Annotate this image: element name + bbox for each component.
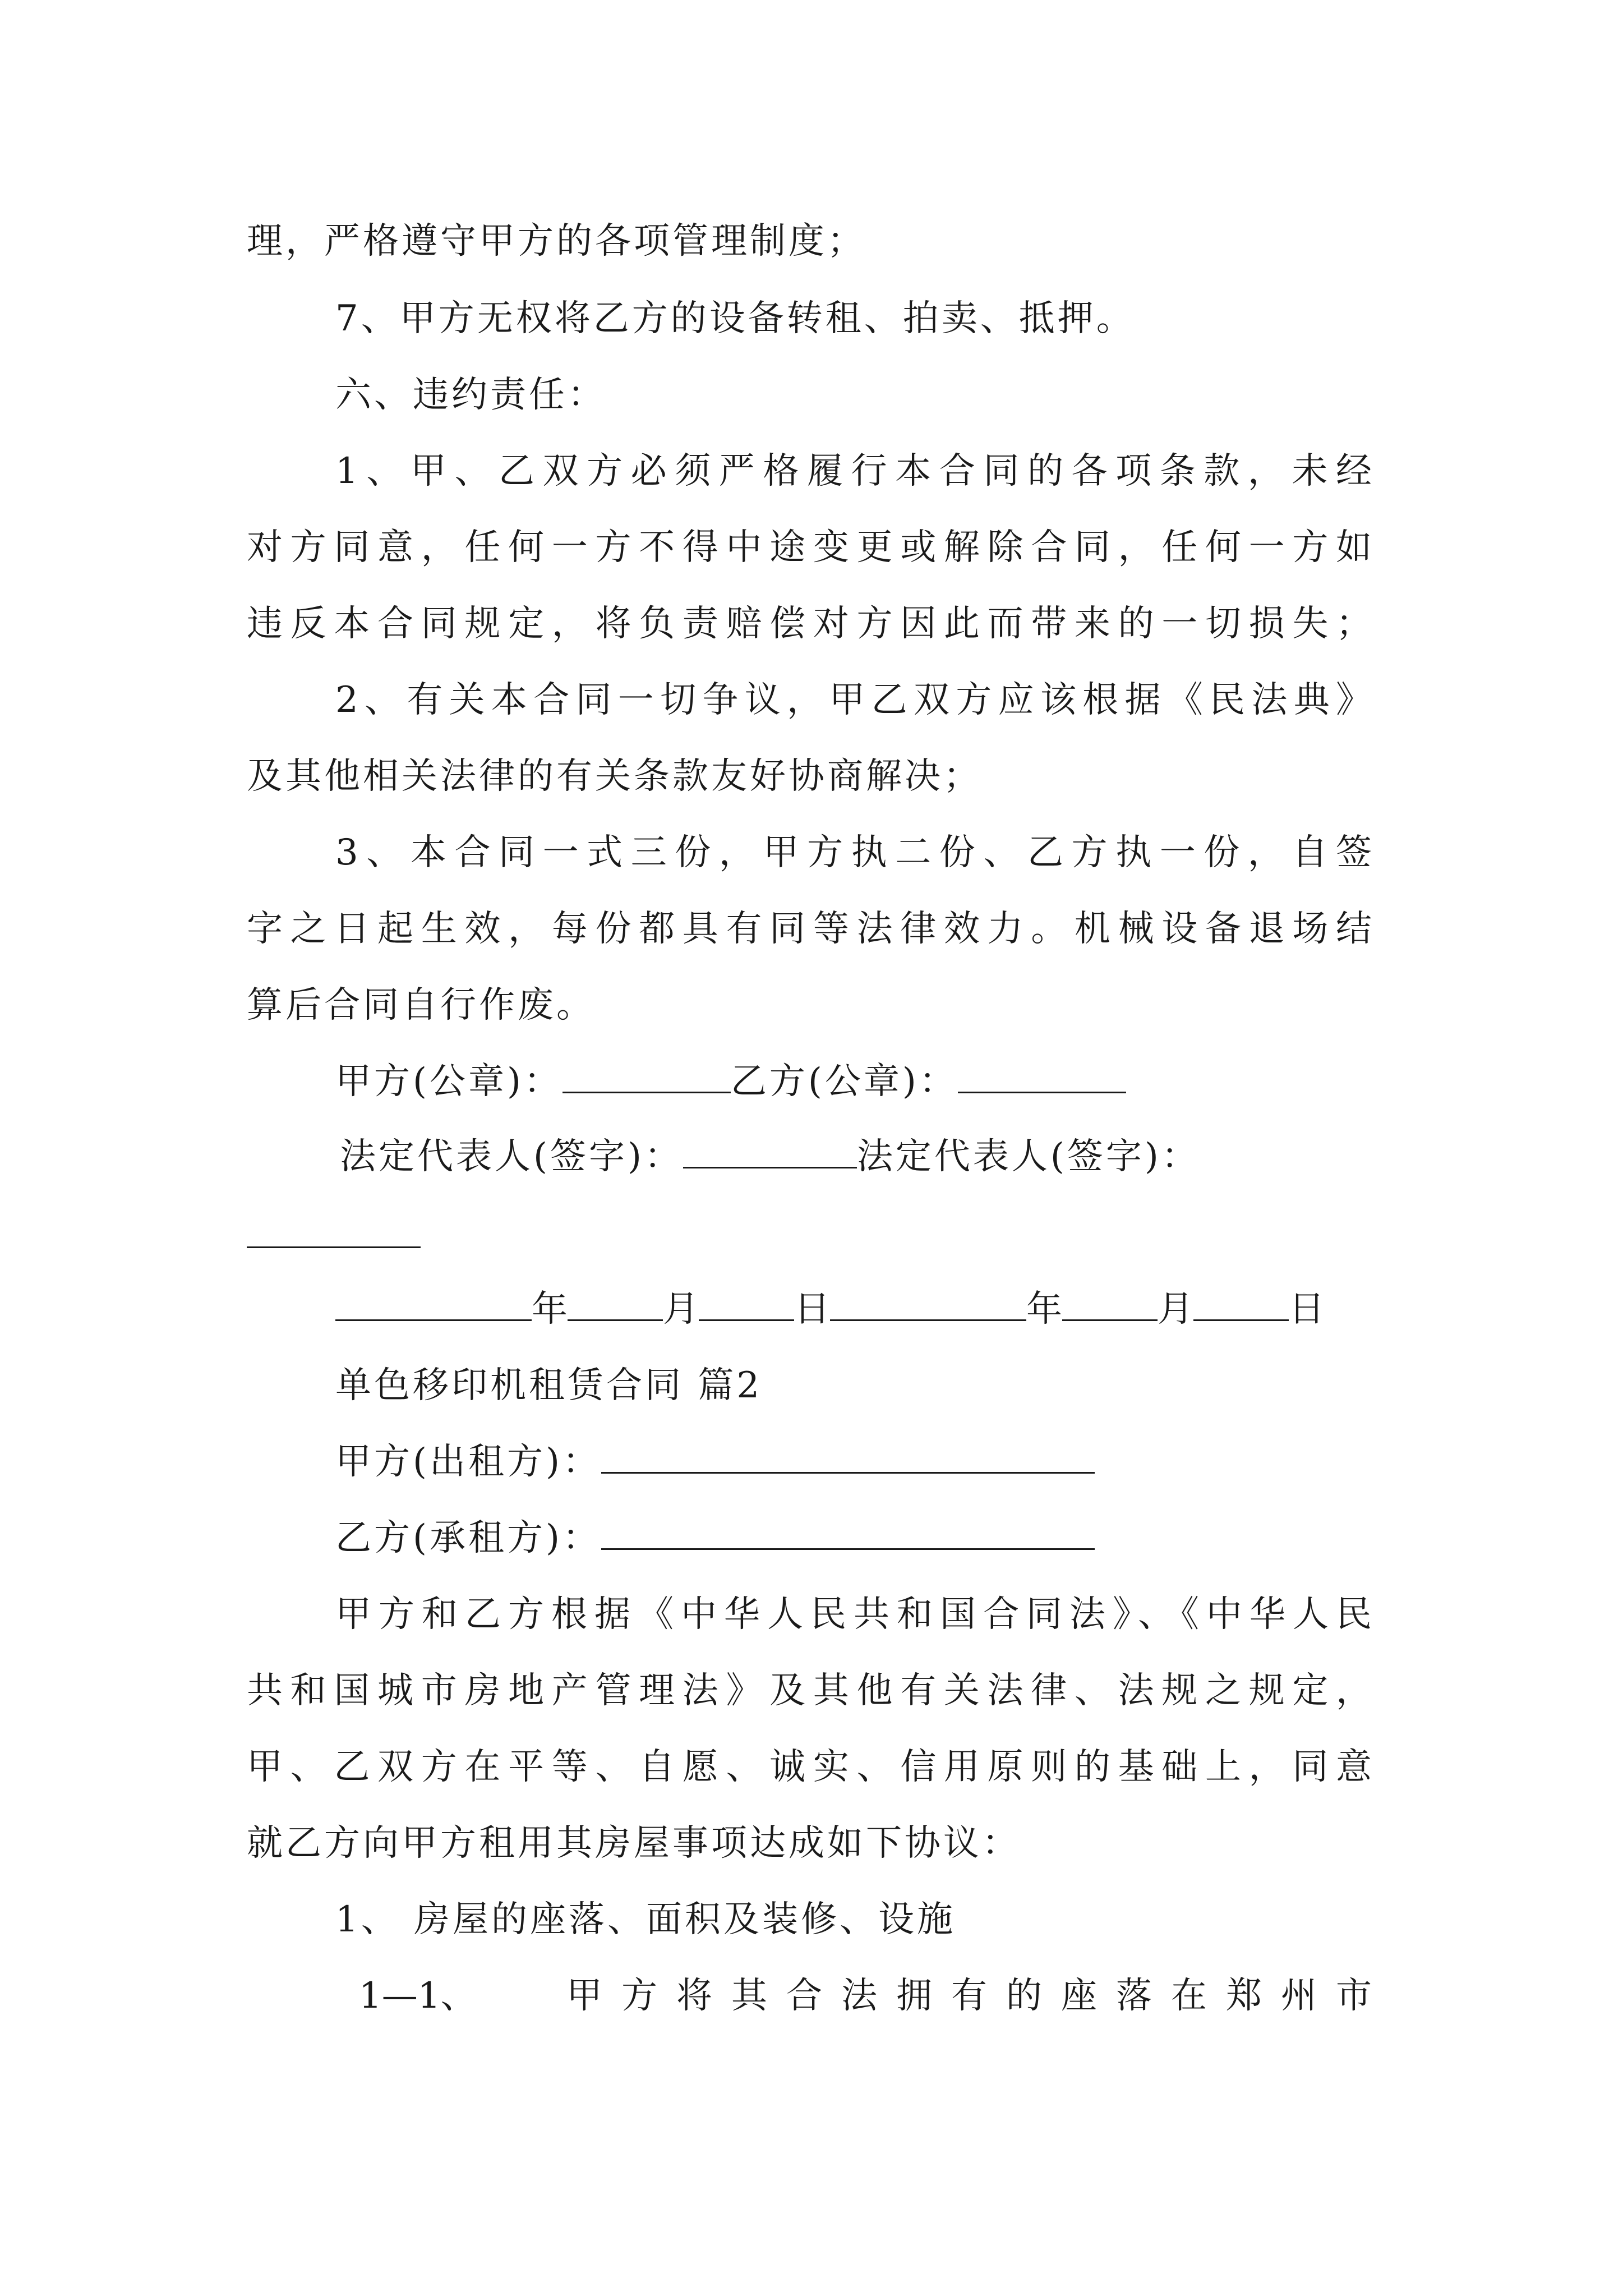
- text-line: 就乙方向甲方租用其房屋事项达成如下协议：: [247, 1823, 1021, 1864]
- legal-rep-b-label: 法定代表人(签字)：: [856, 1136, 1200, 1177]
- text-line: 甲方和乙方根据《中华人民共和国合同法》、《中华人民: [335, 1594, 1372, 1635]
- lessee-row: [335, 1516, 1095, 1561]
- day-a-blank: [699, 1287, 794, 1321]
- month-a-blank: [568, 1287, 663, 1321]
- text-line: 甲、乙双方在平等、自愿、诚实、信用原则的基础上，同意: [247, 1746, 1372, 1788]
- lessor-row: [335, 1439, 1095, 1484]
- date-row: [335, 1287, 1325, 1332]
- clause-number: 1—1、: [359, 1975, 477, 2017]
- legal-rep-b-blank: [247, 1246, 421, 1248]
- party-b-seal-blank: [958, 1059, 1126, 1093]
- legal-rep-row: [340, 1134, 1200, 1179]
- party-b-seal-label: 乙方(公章)：: [730, 1061, 958, 1102]
- text-line: 及其他相关法律的有关条款友好协商解决；: [247, 756, 982, 797]
- text-line: 违反本合同规定，将负责赔偿对方因此而带来的一切损失；: [247, 603, 1372, 645]
- section-heading: 1、 房屋的座落、面积及装修、设施: [335, 1899, 956, 1940]
- text-line: 对方同意，任何一方不得中途变更或解除合同，任何一方如: [247, 527, 1372, 568]
- month-a-label: 月: [663, 1289, 699, 1330]
- text-line: 2、有关本合同一切争议，甲乙双方应该根据《民法典》: [335, 679, 1372, 721]
- text-line: 1、甲、乙双方必须严格履行本合同的各项条款，未经: [335, 450, 1372, 492]
- text-line: 字之日起生效，每份都具有同等法律效力。机械设备退场结: [247, 908, 1372, 950]
- legal-rep-a-blank: [683, 1134, 857, 1168]
- clause-text: 甲方将其合法拥有的座落在郑州市: [566, 1975, 1391, 2017]
- lessee-blank: [601, 1516, 1095, 1550]
- legal-rep-a-label: 法定代表人(签字)：: [340, 1136, 683, 1177]
- party-a-seal-label: 甲方(公章)：: [335, 1061, 562, 1102]
- year-a-label: 年: [532, 1289, 568, 1330]
- lessor-blank: [601, 1439, 1095, 1474]
- month-b-label: 月: [1158, 1289, 1193, 1330]
- day-b-blank: [1193, 1287, 1289, 1321]
- text-line: 算后合同自行作废。: [247, 984, 595, 1026]
- text-line: 7、甲方无权将乙方的设备转租、拍卖、抵押。: [335, 298, 1135, 339]
- month-b-blank: [1062, 1287, 1158, 1321]
- contract-title: 单色移印机租赁合同 篇2: [335, 1365, 763, 1406]
- text-line: 3、本合同一式三份，甲方执二份、乙方执一份，自签: [335, 832, 1372, 873]
- year-b-label: 年: [1026, 1289, 1062, 1330]
- day-b-label: 日: [1289, 1289, 1325, 1330]
- text-line: 理，严格遵守甲方的各项管理制度；: [247, 220, 866, 262]
- lessee-label: 乙方(承租方)：: [335, 1517, 601, 1559]
- day-a-label: 日: [794, 1289, 830, 1330]
- clause-row: [359, 1973, 1391, 2018]
- seal-row: [335, 1059, 1126, 1104]
- party-a-seal-blank: [562, 1059, 731, 1093]
- lessor-label: 甲方(出租方)：: [335, 1441, 601, 1483]
- year-a-blank: [335, 1287, 532, 1321]
- text-line: 共和国城市房地产管理法》及其他有关法律、法规之规定，: [247, 1670, 1372, 1711]
- year-b-blank: [830, 1287, 1026, 1321]
- section-heading: 六、违约责任：: [335, 374, 606, 416]
